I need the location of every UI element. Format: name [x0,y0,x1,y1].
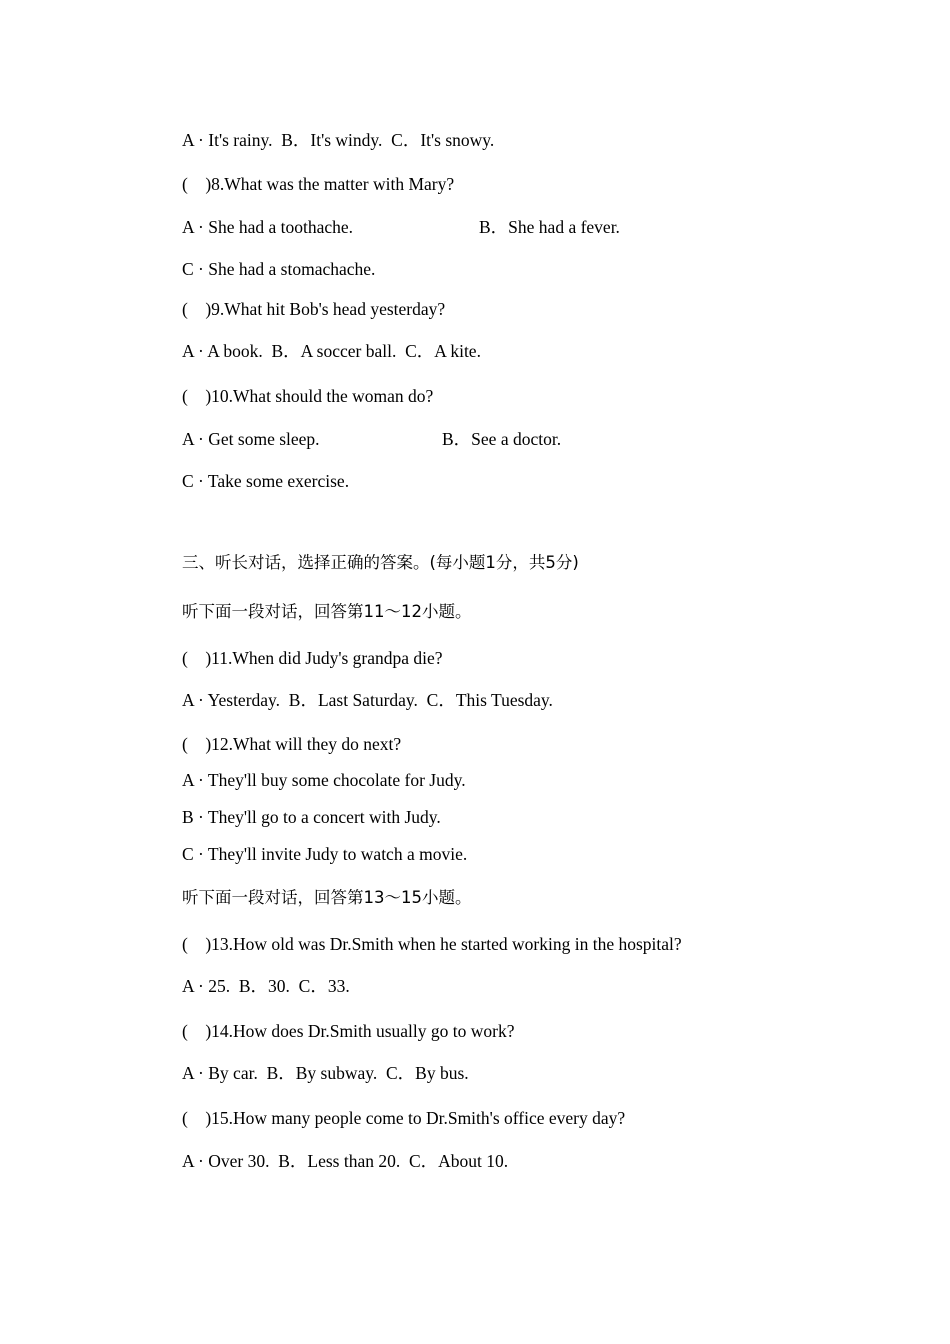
q15-question: ( )15.How many people come to Dr.Smith's office every day? [182,1108,626,1128]
q11-options: A · Yesterday. B．Last Saturday. C．This Tuesday. [182,690,553,710]
q8-option-a: A · She had a toothache. [182,217,354,237]
q10-question: ( )10.What should the woman do? [182,386,434,406]
q14-question: ( )14.How does Dr.Smith usually go to work? [182,1021,515,1041]
q7-options: A · It's rainy. B．It's windy. C．It's snowy. [182,130,495,150]
q10-option-a: A · Get some sleep. [182,429,320,449]
q8-question: ( )8.What was the matter with Mary? [182,174,455,194]
q9-options: A · A book. B．A soccer ball. C．A kite. [182,341,481,361]
q14-options: A · By car. B．By subway. C．By bus. [182,1063,469,1083]
section-3-heading: 三、听长对话，选择正确的答案。(每小题1分，共5分) [182,553,579,572]
q12-option-b: B · They'll go to a concert with Judy. [182,807,441,827]
q12-question: ( )12.What will they do next? [182,734,402,754]
q13-question: ( )13.How old was Dr.Smith when he started working in the hospital? [182,934,682,954]
q11-question: ( )11.When did Judy's grandpa die? [182,648,443,668]
q9-question: ( )9.What hit Bob's head yesterday? [182,299,446,319]
q12-option-a: A · They'll buy some chocolate for Judy. [182,770,466,790]
q10-option-b: B．See a doctor. [442,429,562,449]
q12-option-c: C · They'll invite Judy to watch a movie. [182,844,468,864]
q8-option-c: C · She had a stomachache. [182,259,376,279]
q15-options: A · Over 30. B．Less than 20. C．About 10. [182,1151,509,1171]
q13-options: A · 25. B．30. C．33. [182,976,350,996]
q10-option-c: C · Take some exercise. [182,471,350,491]
section-3-intro-2: 听下面一段对话，回答第13～15小题。 [182,888,472,907]
section-3-intro-1: 听下面一段对话，回答第11～12小题。 [182,602,472,621]
q8-option-b: B．She had a fever. [479,217,620,237]
